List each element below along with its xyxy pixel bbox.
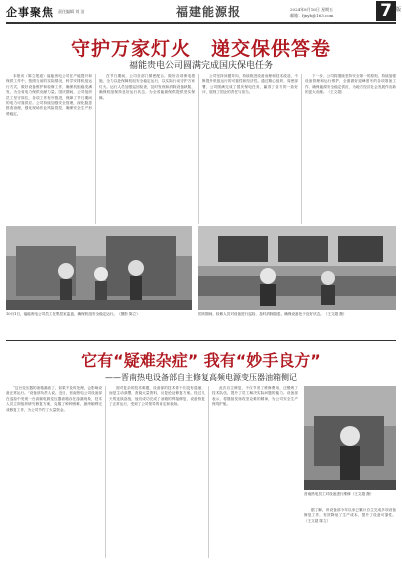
column-divider [198,74,199,224]
story2-column-1 [6,386,102,558]
story1-column-3 [202,74,298,224]
story2-headline: 它有“疑难杂症” 我有“妙手良方” [81,351,321,370]
story2-subhead: ——晋南热电设备部自主修复高频电源变压器油箱侧记 [105,373,297,382]
column-divider [105,386,106,558]
workers-outdoor-photo [6,226,192,310]
story1-text-1: 本报讯（陈立报道）福能贵电公司在产能提升和保供工作中，按照当前的实际情况，科学安排机组运行方式，做好设备维护和检修工作，确保机组稳发满发，为全省电力保供贡献力量。国庆期间，公司组织员工坚守岗位，各项工作有序推进，保障了节日期间的电力可靠供应。公司持续加强安全管理，深化隐患排查治理，强化现场作业风险管控，确保安全生产形势稳定。 [6,74,92,116]
story1-column-4 [305,74,396,224]
photo-illustration [198,226,396,310]
editor-credit: 责任编辑 刘 洁 [58,9,85,14]
column-name: 企事聚焦 [6,6,54,19]
page-header [0,0,402,24]
story2-text-4: 据了解，该设备部今年以来已累计自主完成多项设备修复工作，有效降低了生产成本，提升了设备可靠性。（王文超 陈立） [304,508,396,523]
column-divider [208,386,209,558]
story1-subhead: 福能贵电公司圆满完成国庆保电任务 [128,61,273,71]
story1-text-2: 在节日期间，公司各部门紧密配合，做好各项保电措施，全力以赴保障机组安全稳定运行，以实际行动守护万家灯火。运行人员加强巡回检查，及时发现和消除设备缺陷，确保机组保持良好运行状态，为全省能源保供提供坚实保障。 [99,74,195,100]
story2-column-2 [109,386,205,558]
photo-illustration [304,386,396,490]
story2-column-4 [304,508,396,558]
column-divider [95,74,96,224]
photo1-caption: 10月1日，福能贵电公司员工在集控室监盘，确保机组安全稳定运行。（摄影 陈立） [6,312,140,316]
repair-worker-photo [304,386,396,490]
header-rule [6,22,396,24]
photo2-caption: 国庆期间，检修人员对设备进行巡检，及时消除隐患，确保设备处于良好状态。（王文超 摄） [198,312,347,316]
story1-text-3: 公司坚持问题导向，持续推进设备治理和技术改造，不断提升机组运行的可靠性和经济性。通过精心组织，周密部署，公司圆满完成了国庆保电任务，赢得了各方的一致好评，展现了国企的责任与担当。 [202,74,298,95]
story1-text-4: 下一步，公司将继续坚持安全第一的原则，持续加强设备管理和运行维护，全面做好迎峰度冬的各项准备工作，确保能源安全稳定供应，为地方经济社会发展作出新的更大贡献。（王文超） [305,74,396,95]
story2-text-1: “这台变压器的油箱漏油了，如果不及时处理，会影响设备正常运行。”设备部负责人说。近日，晋南热电公司设备部在巡检中发现一台高频电源变压器油箱存在渗漏现象，技术人员立即组织研究修复方案，克服了种种困难，最终顺利完成修复工作，为公司节约了大量资金。 [6,386,102,412]
story2-text-2: 面对复杂的技术难题，设备部的技术骨干们没有退缩，而是主动请缨，查阅大量资料，反复论证修复方案。经过几天的连续奋战，他们成功完成了油箱的焊接修复，设备恢复了正常运行，受到了公司领导的肯定和表扬。 [109,386,205,407]
contact-email: 邮箱：fjnyb@163.com [290,13,334,18]
page-label: 版 [396,7,402,13]
column-divider [301,74,302,224]
section-rule [6,340,396,341]
story2-column-3 [212,386,298,558]
story1-column-1 [6,74,92,224]
control-room-photo [198,226,396,310]
story1-column-2 [99,74,195,224]
newspaper-name: 福建能源报 [176,5,242,19]
page-number: 7 [376,1,396,21]
photo-illustration [6,226,192,310]
issue-date: 2024年8月16日 星期五 [290,7,334,12]
story2-text-3: 此次自主修复，不仅节省了维修费用，还锻炼了技术队伍，提升了员工解决实际问题的能力。设备部表示，将继续发扬攻坚克难的精神，为公司安全生产保驾护航。 [212,386,298,407]
story1-headline: 守护万家灯火 递交保供答卷 [70,38,331,60]
photo3-caption: 晋南热电员工对设备进行维修（王文超 摄） [304,492,374,496]
